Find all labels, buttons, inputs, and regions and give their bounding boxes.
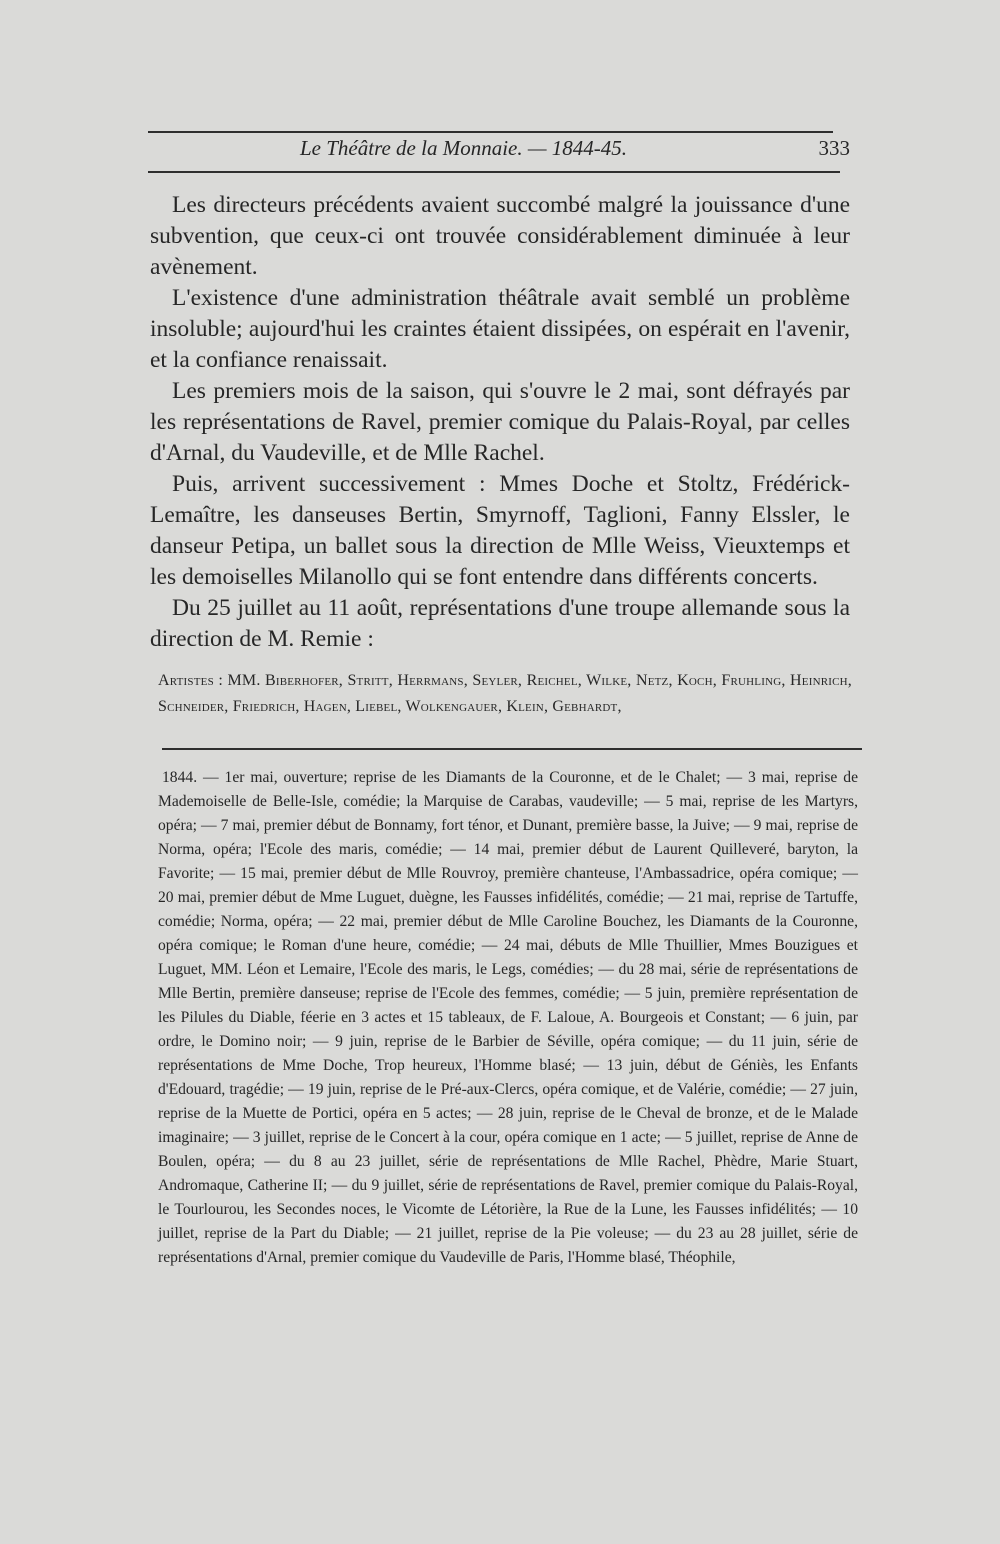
running-title: Le Théâtre de la Monnaie. — 1844-45.	[300, 136, 628, 160]
paragraph: Les premiers mois de la saison, qui s'ouvre le 2 mai, sont défrayés par les représentations de Ravel, premier comique du Palais-Royal, par celles d'Arnal, du Vaudeville, et de Mlle Rachel.	[150, 378, 850, 466]
paragraph: Les directeurs précédents avaient succombé malgré la jouissance d'une subvention, que ceux-ci ont trouvée considérablement diminuée à leur avènement.	[150, 192, 850, 280]
artists-list: Artistes : MM. Biberhofer, Stritt, Herrmans, Seyler, Reichel, Wilke, Netz, Koch, Fruhling, Heinrich, Schneider, Friedrich, Hagen, Liebel, Wolkengauer, Klein, Gebhardt,	[158, 672, 852, 715]
paragraph: Puis, arrivent successivement : Mmes Doche et Stoltz, Frédérick-Lemaître, les danseuses Bertin, Smyrnoff, Taglioni, Fanny Elssler, le danseur Petipa, un ballet sous la direction de Mlle Weiss, Vieuxtemps et les demoiselles Milanollo qui se font entendre dans différents concerts.	[150, 471, 850, 590]
running-header	[300, 136, 850, 161]
footnote-block	[158, 766, 858, 1270]
header-top-rule	[148, 131, 833, 133]
header-bottom-rule	[148, 171, 840, 173]
paragraph: L'existence d'une administration théâtrale avait semblé un problème insoluble; aujourd'hui les craintes étaient dissipées, on espérait en l'avenir, et la confiance renaissait.	[150, 285, 850, 373]
footnote-text: 1844. — 1er mai, ouverture; reprise de les Diamants de la Couronne, et de le Chalet; — 3 mai, reprise de Mademoiselle de Belle-Isle, comédie; la Marquise de Carabas, vaudeville; — 5 mai, reprise de les Martyrs, opéra; — 7 mai, premier début de Bonnamy, fort ténor, et Dunant, première basse, la Juive; — 9 mai, reprise de Norma, opéra; l'Ecole des maris, comédie; — 14 mai, premier début de Laurent Quilleveré, baryton, la Favorite; — 15 mai, premier début de Mlle Rouvroy, première chanteuse, l'Ambassadrice, opéra comique; — 20 mai, premier début de Mme Luguet, duègne, les Fausses infidélités, comédie; — 21 mai, reprise de Tartuffe, comédie; Norma, opéra; — 22 mai, premier début de Mlle Caroline Bouchez, les Diamants de la Couronne, opéra comique; le Roman d'une heure, comédie; — 24 mai, débuts de Mlle Thuillier, Mmes Bouzigues et Luguet, MM. Léon et Lemaire, l'Ecole des maris, le Legs, comédies; — du 28 mai, série de représentations de Mlle Bertin, première danseuse; reprise de l'Ecole des femmes, comédie; — 5 juin, première représentation de les Pilules du Diable, féerie en 3 actes et 15 tableaux, de F. Laloue, A. Bourgeois et Constant; — 6 juin, par ordre, le Domino noir; — 9 juin, reprise de le Barbier de Séville, opéra comique; — du 11 juin, série de représentations de Mme Doche, Trop heureux, l'Homme blasé; — 13 juin, début de Géniès, les Enfants d'Edouard, tragédie; — 19 juin, reprise de le Pré-aux-Clercs, opéra comique, et de Valérie, comédie; — 27 juin, reprise de la Muette de Portici, opéra en 5 actes; — 28 juin, reprise de le Cheval de bronze, et de le Malade imaginaire; — 3 juillet, reprise de le Concert à la cour, opéra comique en 1 acte; — 5 juillet, reprise de Anne de Boulen, opéra; — du 8 au 23 juillet, série de représentations de Mlle Rachel, Phèdre, Marie Stuart, Andromaque, Catherine II; — du 9 juillet, série de représentations de Ravel, premier comique du Palais-Royal, le Tourlourou, les Secondes noces, le Vicomte de Létorière, la Rue de la Lune, les Fausses infidélités; — 10 juillet, reprise de la Part du Diable; — 21 juillet, reprise de la Pie voleuse; — du 23 au 28 juillet, série de représentations d'Arnal, premier comique du Vaudeville de Paris, l'Homme blasé, Théophile,	[158, 769, 858, 1266]
main-text	[150, 190, 850, 655]
footnote-rule	[162, 748, 862, 750]
page-number: 333	[818, 136, 850, 160]
paragraph: Du 25 juillet au 11 août, représentations d'une troupe allemande sous la direction de M. Remie :	[150, 595, 850, 652]
